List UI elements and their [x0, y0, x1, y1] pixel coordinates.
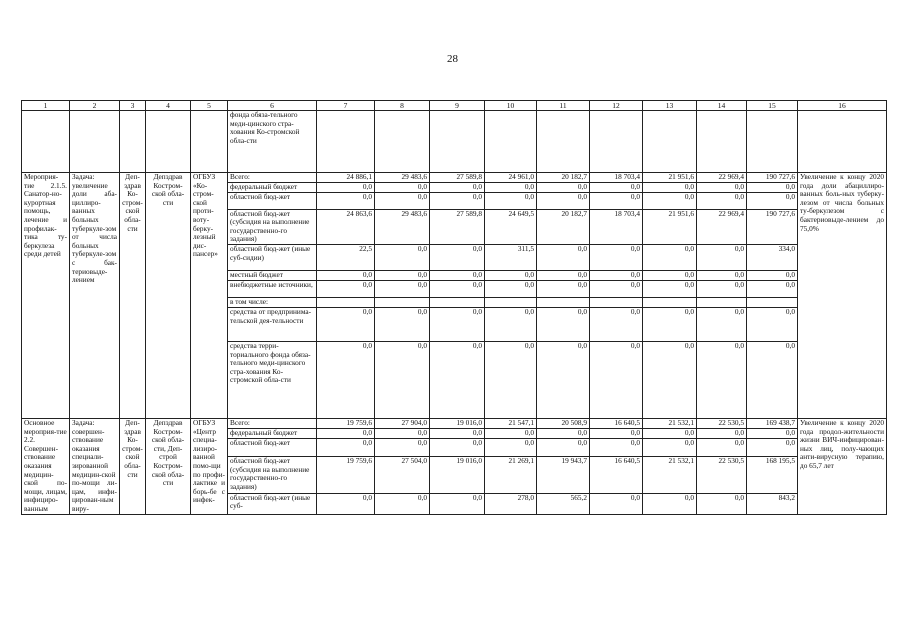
value-cell: 0,0 — [747, 270, 798, 280]
col-header: 2 — [70, 101, 120, 111]
value-cell: 18 703,4 — [590, 173, 643, 183]
value-cell: 22 530,5 — [697, 456, 747, 493]
value-cell: 0,0 — [643, 493, 697, 514]
source-cell: областной бюд-жет — [228, 439, 317, 457]
value-cell: 21 532,1 — [643, 418, 697, 428]
value-cell: 0,0 — [747, 183, 798, 193]
value-cell: 21 951,6 — [643, 209, 697, 244]
value-cell: 0,0 — [697, 244, 747, 270]
value-cell: 0,0 — [375, 183, 430, 193]
value-cell: 24 886,1 — [317, 173, 375, 183]
value-cell — [643, 297, 697, 307]
value-cell: 0,0 — [430, 341, 485, 418]
value-cell: 0,0 — [697, 192, 747, 209]
value-cell: 0,0 — [747, 307, 798, 341]
value-cell: 22,5 — [317, 244, 375, 270]
value-cell: 16 640,5 — [590, 418, 643, 428]
value-cell: 0,0 — [317, 183, 375, 193]
value-cell: 0,0 — [643, 270, 697, 280]
col-header: 12 — [590, 101, 643, 111]
value-cell: 311,5 — [485, 244, 537, 270]
value-cell: 0,0 — [317, 493, 375, 514]
value-cell: 21 951,6 — [643, 173, 697, 183]
value-cell: 0,0 — [430, 270, 485, 280]
value-cell: 0,0 — [643, 429, 697, 439]
value-cell: 0,0 — [643, 439, 697, 457]
value-cell — [485, 297, 537, 307]
value-cell: 0,0 — [643, 341, 697, 418]
value-cell: 0,0 — [697, 270, 747, 280]
col-header: 10 — [485, 101, 537, 111]
value-cell: 169 438,7 — [747, 418, 798, 428]
value-cell: 0,0 — [590, 439, 643, 457]
activity-cell: Мероприя-тие 2.1.5. Санатор-но-курортная помощь, лечение и профилак-тика ту-беркулеза среди детей — [22, 173, 70, 419]
value-cell: 20 508,9 — [537, 418, 590, 428]
activity-cell: Основное мероприя-тие 2.2. Совершен-ствование оказания медицин-ской по-мощи, лицам, инфициро-ванным — [22, 418, 70, 514]
value-cell: 0,0 — [430, 493, 485, 514]
value-cell: 24 649,5 — [485, 209, 537, 244]
value-cell — [375, 297, 430, 307]
result-cell: Увеличение к концу 2020 года продол-жительности жизни ВИЧ-инфицирован-ных лиц, полу-чающих анти-вирусную терапию, до 65,7 лет — [798, 418, 887, 514]
col-header: 14 — [697, 101, 747, 111]
value-cell: 0,0 — [317, 270, 375, 280]
value-cell: 0,0 — [375, 244, 430, 270]
source-cell: федеральный бюджет — [228, 183, 317, 193]
value-cell: 0,0 — [375, 192, 430, 209]
value-cell: 0,0 — [590, 280, 643, 297]
value-cell: 0,0 — [747, 429, 798, 439]
col-header: 11 — [537, 101, 590, 111]
value-cell: 0,0 — [375, 307, 430, 341]
col-header: 16 — [798, 101, 887, 111]
value-cell: 0,0 — [375, 493, 430, 514]
budget-table — [21, 100, 887, 515]
value-cell: 0,0 — [485, 192, 537, 209]
value-cell: 0,0 — [375, 280, 430, 297]
value-cell: 0,0 — [375, 341, 430, 418]
value-cell: 0,0 — [317, 429, 375, 439]
table-row — [22, 418, 887, 428]
value-cell: 0,0 — [485, 280, 537, 297]
value-cell: 0,0 — [485, 307, 537, 341]
value-cell: 24 961,0 — [485, 173, 537, 183]
value-cell: 0,0 — [430, 307, 485, 341]
value-cell: 22 969,4 — [697, 209, 747, 244]
value-cell — [590, 297, 643, 307]
continuation-row — [22, 111, 887, 173]
value-cell: 0,0 — [590, 307, 643, 341]
value-cell: 16 640,5 — [590, 456, 643, 493]
source-cell: в том числе: — [228, 297, 317, 307]
value-cell — [430, 297, 485, 307]
value-cell: 0,0 — [590, 244, 643, 270]
value-cell: 0,0 — [537, 439, 590, 457]
institution-cell: ОГБУЗ «Ко-стром-ской проти-воту-берку-лезный дис-пансер» — [191, 173, 228, 419]
value-cell: 0,0 — [485, 429, 537, 439]
source-cell: средства терри-ториального фонда обяза-тельного меди-цинского стра-хования Ко-стромской обла-сти — [228, 341, 317, 418]
source-cell: областной бюд-жет (субсидия на выполнение государственно-го задания) — [228, 456, 317, 493]
value-cell: 27 589,8 — [430, 173, 485, 183]
value-cell: 0,0 — [697, 493, 747, 514]
value-cell: 0,0 — [590, 192, 643, 209]
col-header: 9 — [430, 101, 485, 111]
value-cell: 0,0 — [485, 341, 537, 418]
value-cell: 0,0 — [537, 270, 590, 280]
value-cell: 0,0 — [747, 439, 798, 457]
value-cell: 0,0 — [317, 280, 375, 297]
value-cell: 0,0 — [697, 307, 747, 341]
value-cell: 19 016,0 — [430, 418, 485, 428]
value-cell: 0,0 — [537, 307, 590, 341]
value-cell: 19 759,6 — [317, 418, 375, 428]
col-header: 5 — [191, 101, 228, 111]
value-cell: 0,0 — [643, 307, 697, 341]
source-cell: областной бюд-жет (иные суб- — [228, 493, 317, 514]
value-cell: 0,0 — [697, 183, 747, 193]
value-cell: 0,0 — [375, 429, 430, 439]
value-cell — [697, 297, 747, 307]
value-cell: 0,0 — [590, 341, 643, 418]
institution-cell: ОГБУЗ «Центр специа-лизиро-ванной помо-щи по профи-лактике и борь-бе с инфек- — [191, 418, 228, 514]
header-row — [22, 101, 887, 111]
responsible-cell: Депздрав Костром-ской обла-сти — [146, 173, 191, 419]
source-cell: областной бюд-жет — [228, 192, 317, 209]
value-cell: 0,0 — [643, 183, 697, 193]
col-header: 3 — [120, 101, 146, 111]
value-cell: 278,0 — [485, 493, 537, 514]
value-cell: 21 269,1 — [485, 456, 537, 493]
value-cell: 27 504,0 — [375, 456, 430, 493]
value-cell: 0,0 — [747, 341, 798, 418]
source-cell: Всего: — [228, 418, 317, 428]
value-cell: 27 589,8 — [430, 209, 485, 244]
value-cell: 0,0 — [485, 183, 537, 193]
value-cell: 190 727,6 — [747, 173, 798, 183]
source-cell: средства от предпринима-тельской дея-тельности — [228, 307, 317, 341]
coexecutor-cell: Деп-здрав Ко-стром-ской обла-сти — [120, 418, 146, 514]
value-cell: 0,0 — [430, 183, 485, 193]
value-cell: 19 759,6 — [317, 456, 375, 493]
value-cell: 0,0 — [537, 280, 590, 297]
source-cell: местный бюджет — [228, 270, 317, 280]
value-cell — [317, 297, 375, 307]
value-cell: 27 904,0 — [375, 418, 430, 428]
value-cell: 22 969,4 — [697, 173, 747, 183]
value-cell: 0,0 — [697, 280, 747, 297]
value-cell: 29 483,6 — [375, 209, 430, 244]
col-header: 15 — [747, 101, 798, 111]
source-cell: внебюджетные источники, — [228, 280, 317, 297]
value-cell: 0,0 — [590, 270, 643, 280]
page-number: 28 — [447, 53, 458, 65]
value-cell: 0,0 — [590, 429, 643, 439]
value-cell: 0,0 — [537, 192, 590, 209]
value-cell: 334,0 — [747, 244, 798, 270]
table-row — [22, 173, 887, 183]
value-cell: 0,0 — [430, 192, 485, 209]
value-cell: 0,0 — [537, 183, 590, 193]
task-cell: Задача: увеличение доли аба-циллиро-ванных больных туберкуле-зом от числа больных туберкуле-зом с бак-териовыде-лением — [70, 173, 120, 419]
col-header: 7 — [317, 101, 375, 111]
value-cell: 29 483,6 — [375, 173, 430, 183]
col-header: 8 — [375, 101, 430, 111]
value-cell: 0,0 — [430, 439, 485, 457]
value-cell: 0,0 — [430, 280, 485, 297]
value-cell: 0,0 — [697, 341, 747, 418]
value-cell: 0,0 — [317, 307, 375, 341]
value-cell: 20 182,7 — [537, 209, 590, 244]
value-cell: 0,0 — [375, 270, 430, 280]
value-cell: 22 530,5 — [697, 418, 747, 428]
value-cell: 0,0 — [485, 270, 537, 280]
value-cell: 0,0 — [537, 244, 590, 270]
result-cell: Увеличение к концу 2020 года доли абациллиро-ванных боль-ных туберку-лезом от числа больных ту-беркулезом с бактериовыде-лением до 75,0% — [798, 173, 887, 419]
value-cell: 0,0 — [697, 429, 747, 439]
col-header: 4 — [146, 101, 191, 111]
value-cell: 20 182,7 — [537, 173, 590, 183]
col-header: 6 — [228, 101, 317, 111]
value-cell: 24 863,6 — [317, 209, 375, 244]
value-cell: 0,0 — [590, 493, 643, 514]
value-cell: 0,0 — [317, 192, 375, 209]
task-cell: Задача: совершен-ствование оказания специали-зированной медицин-ской по-мощи ли-цам, инфи-цирован-ным виру- — [70, 418, 120, 514]
value-cell: 21 532,1 — [643, 456, 697, 493]
value-cell: 21 547,1 — [485, 418, 537, 428]
source-cell: областной бюд-жет (иные суб-сидии) — [228, 244, 317, 270]
value-cell: 0,0 — [375, 439, 430, 457]
source-cell: фонда обяза-тельного меди-цинского стра-хования Ко-стромской обла-сти — [228, 111, 317, 173]
value-cell: 18 703,4 — [590, 209, 643, 244]
value-cell: 168 195,5 — [747, 456, 798, 493]
source-cell: Всего: — [228, 173, 317, 183]
value-cell: 0,0 — [643, 192, 697, 209]
value-cell: 0,0 — [697, 439, 747, 457]
value-cell: 19 016,0 — [430, 456, 485, 493]
value-cell: 0,0 — [485, 439, 537, 457]
value-cell: 0,0 — [317, 341, 375, 418]
value-cell: 0,0 — [643, 280, 697, 297]
value-cell: 0,0 — [317, 439, 375, 457]
value-cell: 0,0 — [430, 244, 485, 270]
value-cell: 0,0 — [747, 280, 798, 297]
value-cell: 0,0 — [537, 341, 590, 418]
value-cell: 19 943,7 — [537, 456, 590, 493]
source-cell: областной бюд-жет (субсидия на выполнение государственно-го задания) — [228, 209, 317, 244]
value-cell: 0,0 — [747, 192, 798, 209]
value-cell: 0,0 — [430, 429, 485, 439]
value-cell: 190 727,6 — [747, 209, 798, 244]
value-cell: 0,0 — [537, 429, 590, 439]
coexecutor-cell: Деп-здрав Ко-стром-ской обла-сти — [120, 173, 146, 419]
value-cell: 843,2 — [747, 493, 798, 514]
value-cell — [747, 297, 798, 307]
value-cell — [537, 297, 590, 307]
source-cell: федеральный бюджет — [228, 429, 317, 439]
responsible-cell: Депздрав Костром-ской обла-сти, Деп-строй Костром-ской обла-сти — [146, 418, 191, 514]
col-header: 1 — [22, 101, 70, 111]
col-header: 13 — [643, 101, 697, 111]
value-cell: 0,0 — [590, 183, 643, 193]
value-cell: 0,0 — [643, 244, 697, 270]
value-cell: 565,2 — [537, 493, 590, 514]
